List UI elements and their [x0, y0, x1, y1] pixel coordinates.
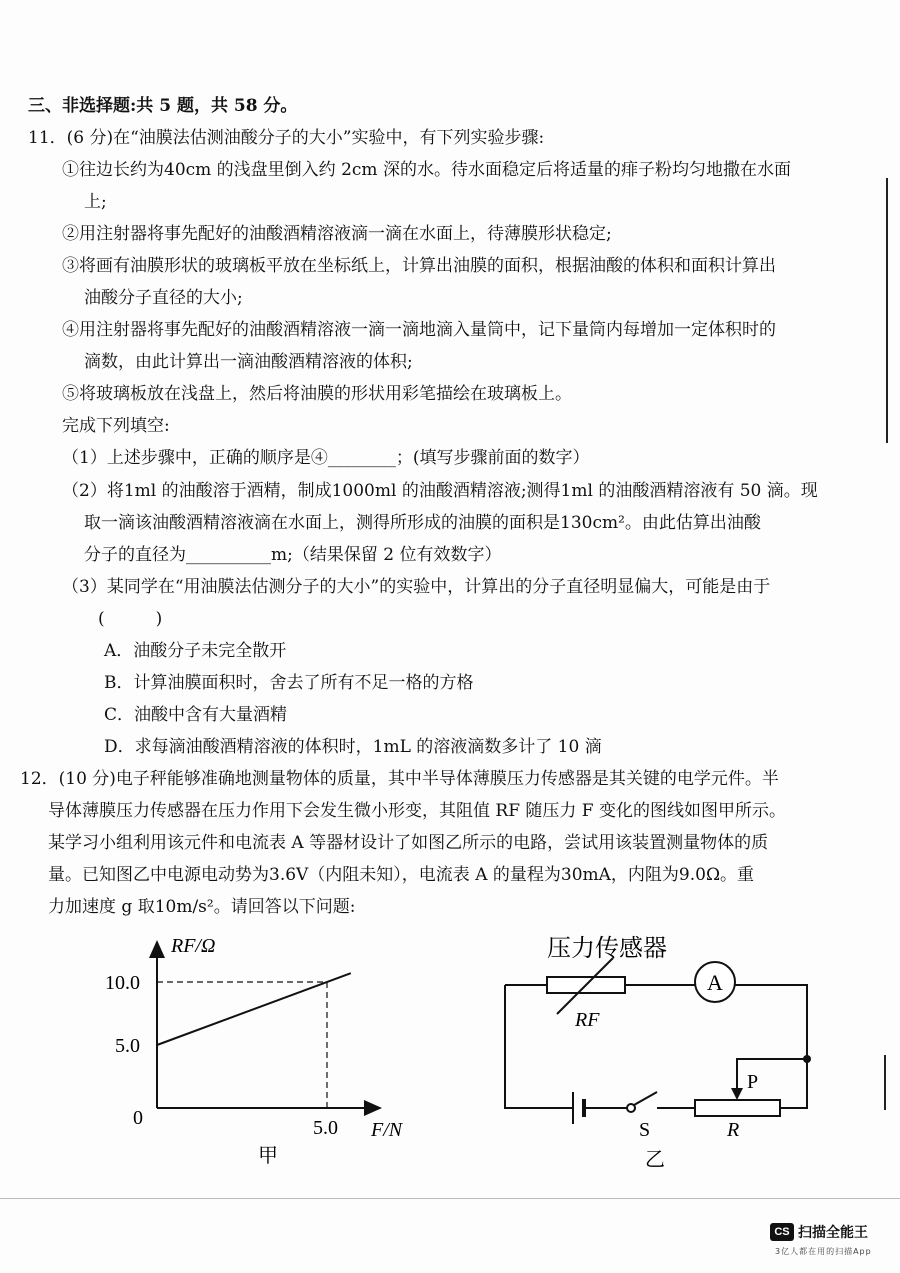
rf-label: RF [575, 1009, 600, 1031]
wire-left [505, 985, 573, 1108]
wire-right [735, 985, 807, 1108]
sensor-label: 压力传感器 [547, 936, 667, 962]
figure-caption-yi: 乙 [645, 1149, 665, 1168]
section-header: 三、非选择题:共 5 题，共 58 分。 [28, 96, 298, 116]
scanner-watermark [770, 1222, 868, 1242]
q11-sub2-cont2: 分子的直径为__________m;（结果保留 2 位有效数字） [84, 545, 502, 565]
q11-option-d: D．求每滴油酸酒精溶液的体积时，1mL 的溶液滴数多计了 10 滴 [104, 737, 602, 757]
p-label: P [747, 1071, 759, 1093]
r-label: R [727, 1119, 740, 1141]
q12-line1: 12．(10 分)电子秤能够准确地测量物体的质量，其中半导体薄膜压力传感器是其关键的电学元件。半 [20, 769, 779, 789]
q11-step4-cont: 滴数，由此计算出一滴油酸酒精溶液的体积; [84, 352, 413, 372]
q12-line2: 导体薄膜压力传感器在压力作用下会发生微小形变，其阻值 RF 随压力 F 变化的图线如图甲所示。 [48, 801, 787, 821]
page-edge-line [886, 178, 888, 443]
q11-step3: ③将画有油膜形状的玻璃板平放在坐标纸上，计算出油膜的面积，根据油酸的体积和面积计算出 [62, 256, 776, 276]
page-edge-line [884, 1055, 886, 1110]
x-axis-label: F/N [371, 1119, 403, 1141]
q11-sub1: （1）上述步骤中，正确的顺序是④________；(填写步骤前面的数字） [62, 448, 590, 468]
page-bottom-rule [0, 1198, 900, 1199]
series-line [157, 973, 351, 1045]
graph-jia [95, 928, 425, 1168]
q11-option-c: C．油酸中含有大量酒精 [104, 705, 288, 725]
q11-instruction: 完成下列填空: [62, 416, 170, 436]
q12-line4: 量。已知图乙中电源电动势为3.6V（内阻未知），电流表 A 的量程为30mA，内阻为9.0Ω。重 [48, 865, 755, 885]
brand-slogan: 3亿人都在用的扫描App [775, 1247, 872, 1256]
y-axis-label: RF/Ω [171, 935, 216, 957]
q12-line5: 力加速度 g 取10m/s²。请回答以下问题: [48, 897, 356, 917]
circuit-yi [495, 928, 835, 1168]
y-tick-label: 5.0 [115, 1035, 140, 1057]
q11-option-b: B．计算油膜面积时，舍去了所有不足一格的方格 [104, 673, 474, 693]
brand-name: 扫描全能王 [798, 1225, 868, 1241]
q11-sub2-cont: 取一滴该油酸酒精溶液滴在水面上，测得所形成的油膜的面积是130cm²。由此估算出油酸 [84, 513, 761, 533]
slider-arrow [731, 1088, 743, 1100]
q11-sub2: （2）将1ml 的油酸溶于酒精，制成1000ml 的油酸酒精溶液;测得1ml 的油酸酒精溶液有 50 滴。现 [62, 481, 818, 501]
q11-stem: 11．(6 分)在“油膜法估测油酸分子的大小”实验中，有下列实验步骤: [28, 128, 545, 148]
figure-caption-jia: 甲 [258, 1145, 278, 1167]
junction-dot [803, 1055, 811, 1063]
y-tick-label: 10.0 [105, 972, 140, 994]
q11-step5: ⑤将玻璃板放在浅盘上，然后将油膜的形状用彩笔描绘在玻璃板上。 [62, 384, 572, 404]
q11-sub3-blank: ( ) [98, 609, 163, 629]
q11-sub3: （3）某同学在“用油膜法估测分子的大小”的实验中，计算出的分子直径明显偏大，可能是由于 [62, 577, 771, 597]
q11-step2: ②用注射器将事先配好的油酸酒精溶液滴一滴在水面上，待薄膜形状稳定; [62, 224, 612, 244]
origin-label: 0 [133, 1107, 143, 1129]
rheostat [695, 1100, 780, 1116]
q11-step1: ①往边长约为40cm 的浅盘里倒入约 2cm 深的水。待水面稳定后将适量的痱子粉均匀地撒在水面 [62, 160, 791, 180]
switch-label: S [639, 1119, 651, 1141]
ammeter-label: A [707, 970, 723, 995]
q11-step3-cont: 油酸分子直径的大小; [84, 288, 243, 308]
switch-contact [627, 1104, 635, 1112]
switch-blade [634, 1092, 657, 1105]
cs-logo-icon: CS [770, 1223, 794, 1241]
q11-step1-cont: 上; [84, 192, 107, 212]
q11-option-a: A．油酸分子未完全散开 [104, 641, 287, 661]
q11-step4: ④用注射器将事先配好的油酸酒精溶液一滴一滴地滴入量筒中，记下量筒内每增加一定体积时的 [62, 320, 776, 340]
q12-line3: 某学习小组利用该元件和电流表 A 等器材设计了如图乙所示的电路，尝试用该装置测量物体的质 [48, 833, 769, 853]
x-tick-label: 5.0 [313, 1117, 338, 1139]
